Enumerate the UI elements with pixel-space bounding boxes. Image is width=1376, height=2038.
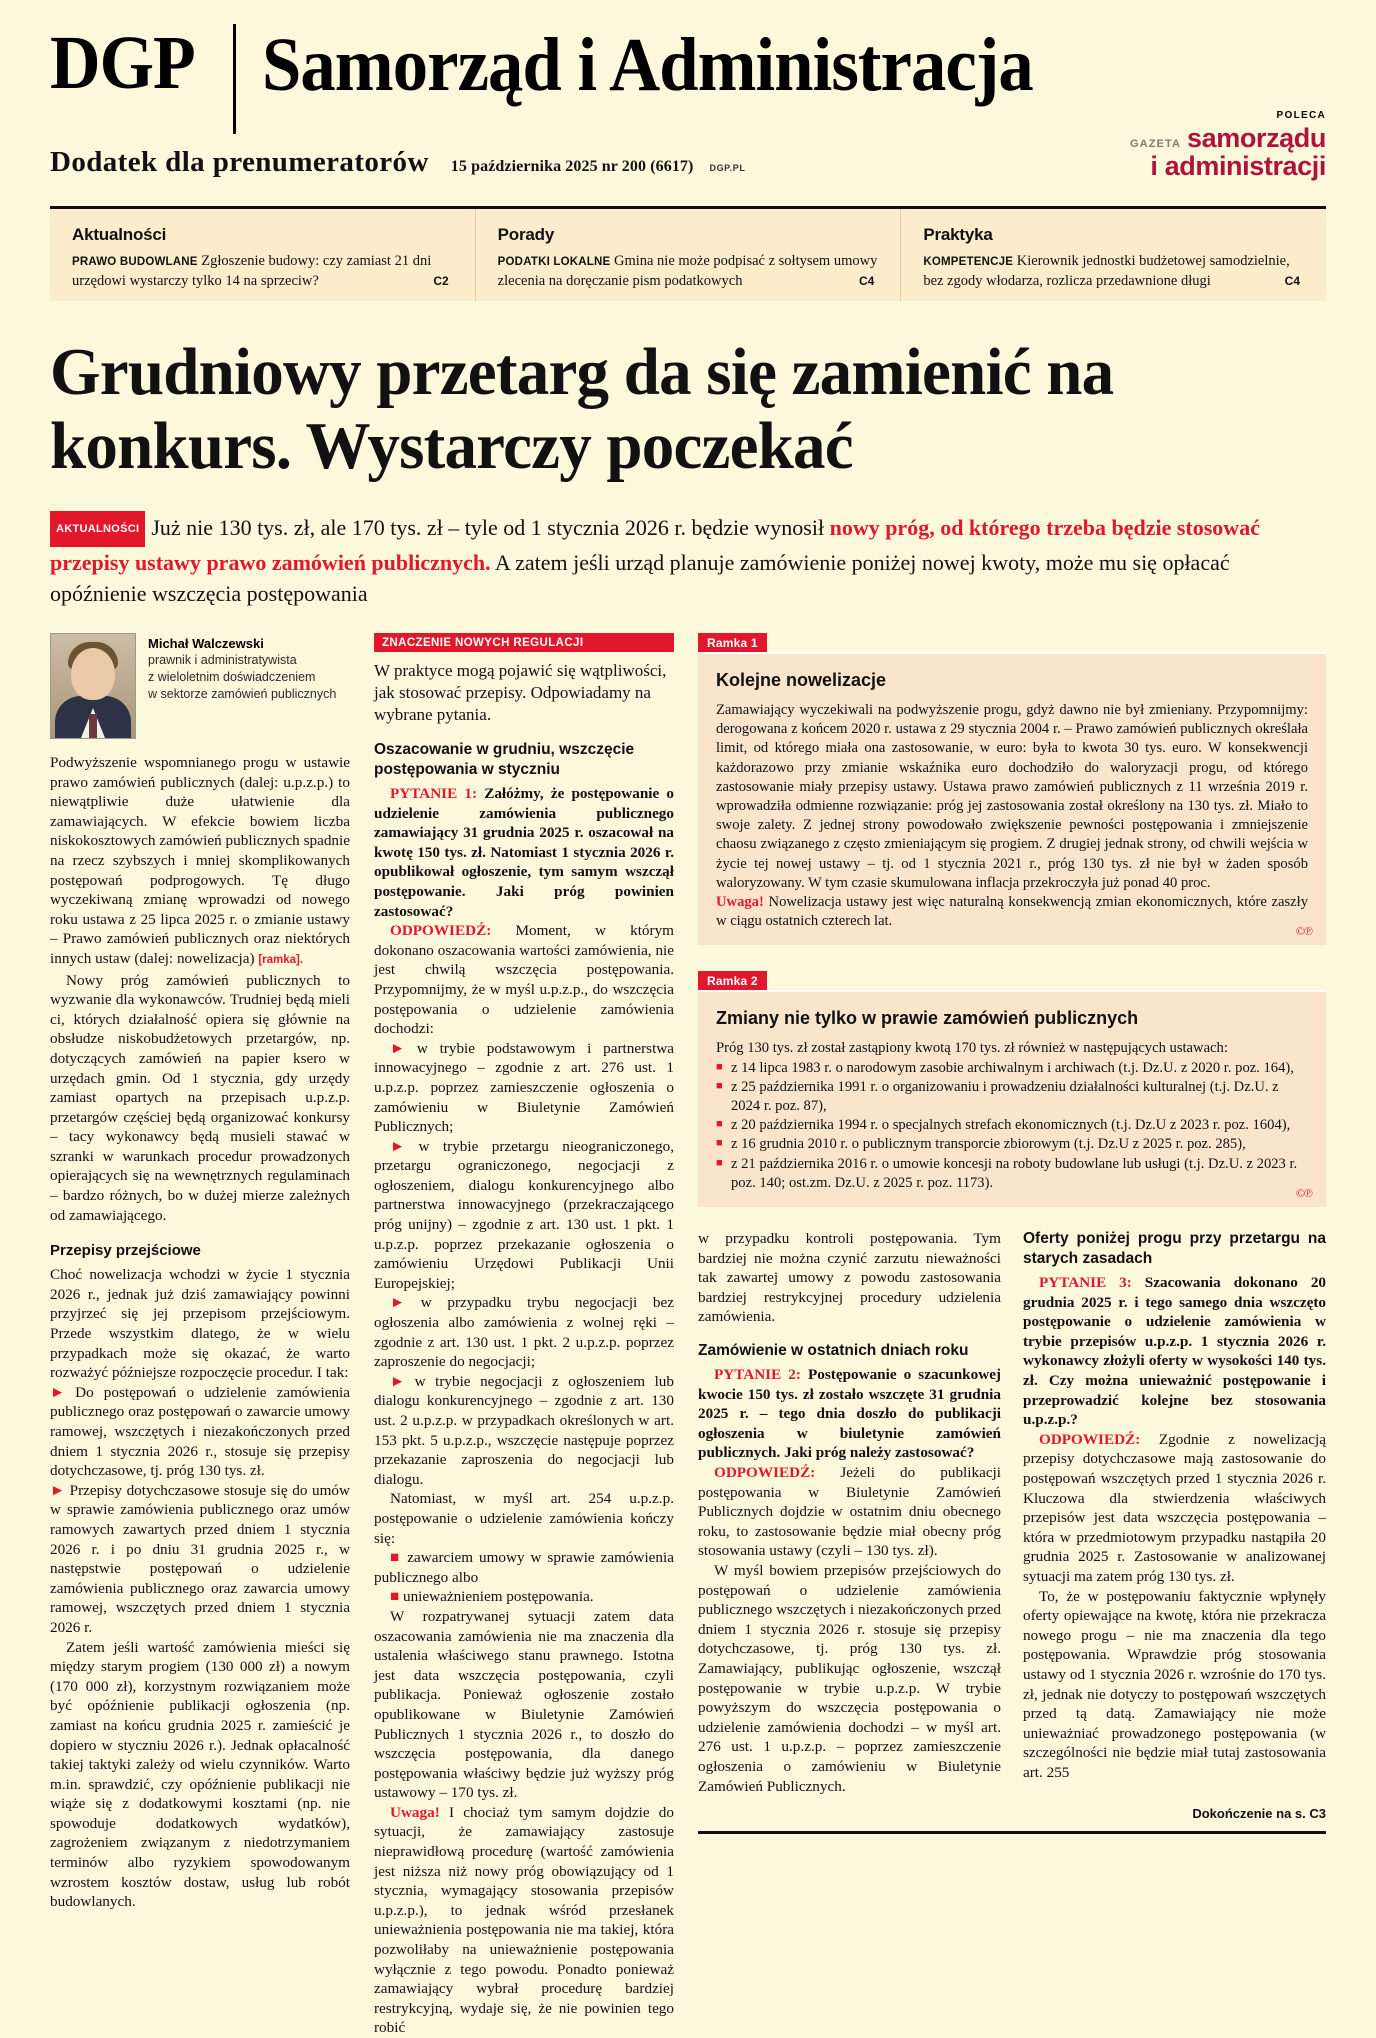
qa-block-1	[374, 784, 674, 2038]
column-two	[372, 633, 694, 2038]
article-body-grid	[50, 633, 1326, 2038]
answer-label: ODPOWIEDŹ:	[390, 922, 492, 940]
ramka-2-title: Zmiany nie tylko w prawie zamówień publicznych	[716, 1008, 1139, 1029]
subheading-przepisy: Przepisy przejściowe	[50, 1242, 201, 1260]
article-headline: Grudniowy przetarg da się zamienić na konkurs. Wystarczy poczekać	[50, 335, 1114, 483]
paragraph: w przypadku kontroli postępowania. Tym bardziej nie można czynić zarzutu nieważności tak zawartej umowy z powodu zastosowania bardziej restrykcyjnej procedury udzielenia zamówienia.	[698, 1230, 1001, 1326]
arrow-icon: ►	[390, 1039, 406, 1057]
paragraph: To, że w postępowaniu faktycznie wpłynęły oferty opiewające na kwotę, która nie przekracza nowego progu – nie ma znaczenia dla tego postępowania. Wprawdzie próg stosowania ustawy od 1 stycznia 2026 r. wzrośnie do 170 tys. zł, jednak nie dotyczy to postępowań wszczętych przed tą datą. Zamawiający nie może unieważniać prowadzonego postępowania (w szczególności nie będzie miał tutaj zastosowania art. 255	[1023, 1587, 1326, 1781]
lead-part-2: A zatem jeśli urząd planuje zamówienie poniżej nowej kwoty, może mu się opłacać opóźnienie wszczęcia postępowania	[50, 550, 1230, 606]
teaser-kicker: PODATKI LOKALNE	[497, 256, 611, 268]
promo-line-1: samorządu	[1187, 123, 1326, 153]
paragraph: Zatem jeśli wartość zamówienia mieści się między starym progiem (130 000 zł) a nowym (170 000 zł), korzystnym rozwiązaniem może być opóźnienie publikacji ogłoszenia (np. zamiast na końcu grudnia 2025 r. zamieścić je dopiero w styczniu 2026 r.). Jednak opłacalność takiej taktyki zależy od wielu czynników. Warto m.in. sprawdzić, czy opóźnienie publikacji nie wiąże się z dodatkowymi kosztami (np. nie spowoduje dodatkowych wydatków), zagrożeniem związanym z niedotrzymaniem terminów albo ryzykiem spowodowanym wzrostem kosztów dostaw, usług lub robót budowlanych.	[50, 1638, 350, 1911]
teaser-text: Zgłoszenie budowy: czy zamiast 21 dni urzędowi wystarczy tylko 14 na sprzeciw?	[72, 253, 432, 289]
answer-label: ODPOWIEDŹ:	[714, 1464, 816, 1481]
bullet-item	[50, 1481, 350, 1638]
teaser-page-ref: C2	[433, 274, 449, 288]
arrow-icon: ►	[390, 1294, 406, 1312]
author-role-line-2: z wieloletnim doświadczeniem	[148, 670, 316, 684]
list-item: ■ z 20 października 1994 r. o specjalnych strefach ekonomicznych (t.j. Dz.U z 2023 r. poz. 1604),	[716, 1116, 1308, 1135]
column-one-text	[50, 753, 350, 1912]
right-bottom-columns	[698, 1229, 1326, 1796]
bullet-item	[374, 1548, 674, 1587]
dateline	[50, 110, 1326, 202]
subheading-oszacowanie: Oszacowanie w grudniu, wszczęcie postępowania w styczniu	[374, 741, 635, 778]
ramka-2-list	[716, 1059, 1308, 1193]
bottom-rule	[698, 1831, 1326, 1834]
teaser-text: Gmina nie może podpisać z sołtysem umowy zlecenia na doręczanie pism podatkowych	[497, 253, 878, 289]
teaser-kicker: KOMPETENCJE	[923, 256, 1014, 268]
subheading-oferty: Oferty poniżej progu przy przetargu na starych zasadach	[1023, 1230, 1326, 1268]
ramka-2-tag: Ramka 2	[698, 971, 767, 990]
column-three	[698, 1229, 1001, 1796]
question-label: PYTANIE 1:	[390, 785, 478, 802]
c1-b2: Przepisy dotychczasowe stosuje się do umów w sprawie zamówienia publicznego oraz umów ramowych zawartych przed dniem 1 stycznia 2026 r. i po dniu 31 grudnia 2025 r., w następstwie postępowań o udzielenie zamówienia publicznego oraz zawarcia umowy ramowej, wszczętych przed dniem 1 stycznia 2026 r.	[50, 1481, 350, 1636]
lead-badge: AKTUALNOŚCI	[50, 511, 145, 547]
author-role-line-1: prawnik i administratywista	[148, 653, 297, 667]
issue-date: 15 października 2025 nr 200 (6617)	[450, 158, 694, 175]
c2-b4: w trybie negocjacji z ogłoszeniem lub dialogu konkurencyjnego – zgodnie z art. 130 ust. 2 u.p.z.p. w przypadkach określonych w art. 153 pkt. 5 u.p.z.p., wszczęcie następuje poprzez przekazanie zaproszenia do negocjacji lub dialogu.	[374, 1372, 674, 1488]
column-one	[50, 633, 372, 2038]
arrow-icon: ■	[390, 1588, 400, 1606]
answer-text: Zgodnie z nowelizacją przepisy dotychczasowe mają zastosowanie do postępowań wszczętych przed 1 stycznia 2026 r. Kluczowa dla stwierdzenia właściwych przepisów jest data wszczęcia postępowania – która w przedmiotowym przypadku nastąpiła 20 grudnia 2025 r. Zastosowanie w analizowanej sytuacji ma zatem próg 130 tys. zł.	[1023, 1430, 1326, 1585]
dgp-logo: DGP	[50, 21, 195, 105]
answer-3	[1023, 1430, 1326, 1587]
teaser-aktualnosci[interactable]	[50, 209, 475, 301]
c2-b2: w trybie przetargu nieograniczonego, przetargu ograniczonego, negocjacji z ogłoszeniem, dialogu konkurencyjnego albo partnerstwa innowacyjnego (przekraczającego próg unijny) – zgodnie z art. 130 ust. 1 pkt. 1 u.p.z.p. poprzez przekazanie ogłoszenia o zamówieniu Urzędowi Publikacji Unii Europejskiej;	[374, 1137, 674, 1292]
paragraph: W rozpatrywanej sytuacji zatem data oszacowania zamówienia nie ma znaczenia dla ustalenia właściwego stanu prawnego. Istotna jest data wszczęcia postępowania, czyli publikacja. Ponieważ ogłoszenie zostało opublikowane w Biuletynie Zamówień Publicznych 1 stycznia 2026 r., to doszło do wszczęcia postępowania, dla danego postępowania właściwy będzie już wyższy próg ustawowy – 170 tys. zł.	[374, 1607, 674, 1802]
lead-highlight: nowy próg, od którego trzeba będzie stosować przepisy ustawy prawo zamówień publicznych.	[50, 515, 1260, 575]
c2-b5: zawarciem umowy w sprawie zamówienia publicznego albo	[374, 1549, 674, 1586]
uwaga-label: Uwaga!	[716, 894, 764, 911]
masthead-divider	[233, 24, 236, 134]
ramka-2-box	[698, 990, 1326, 1207]
paragraph: W myśl bowiem przepisów przejściowych do postępowań o udzielenie zamówienia publicznego wszczętych i niezakończonych przed dniem 1 stycznia 2026 r. stosuje się przepisy dotychczasowe, tj. próg 130 tys. zł. Zamawiający, publikując ogłoszenie, wszczął postępowanie w trybie u.p.z.p. W trybie powyższym do wszczęcia postępowania o udzielenie zamówienia dochodzi – w myśl art. 276 ust. 1 u.p.z.p. – poprzez zamieszczenie ogłoszenia o zamówieniu w Biuletynie Zamówień Publicznych.	[698, 1561, 1001, 1795]
ramka-1-tag: Ramka 1	[698, 633, 767, 652]
teaser-section-title: Praktyka	[923, 225, 993, 244]
bullet-item	[374, 1137, 674, 1294]
copyright-mark: ©℗	[1295, 924, 1312, 939]
uwaga-text: Nowelizacja ustawy jest więc naturalną konsekwencją zmian ekonomicznych, które zaszły w ciągu ostatnich czterech lat.	[716, 894, 1308, 930]
teaser-praktyka[interactable]	[900, 209, 1326, 301]
article-lead	[50, 511, 1326, 609]
lead-part-1: Już nie 130 tys. zł, ale 170 tys. zł – tyle od 1 stycznia 2026 r. będzie wynosił	[151, 515, 830, 540]
ramka-1	[698, 633, 1326, 945]
teaser-page-ref: C4	[1284, 274, 1301, 288]
c1-b1: Do postępowań o udzielenie zamówienia publicznego oraz postępowań o zawarcie umowy ramowej, wszczętych i niezakończonych przed dniem 1 stycznia 2026 r., stosuje się przepisy dotychczasowe, tj. próg 130 tys. zł.	[50, 1383, 350, 1480]
column-two-intro: W praktyce mogą pojawić się wątpliwości, jak stosować przepisy. Odpowiadamy na wybrane pytania.	[374, 661, 667, 724]
teaser-porady[interactable]	[475, 209, 901, 301]
teaser-kicker: PRAWO BUDOWLANE	[72, 256, 198, 268]
author-name: Michał Walczewski	[148, 636, 264, 651]
teaser-bar	[50, 209, 1326, 301]
c2-b1: w trybie podstawowym i partnerstwa innowacyjnego – zgodnie z art. 276 ust. 1 u.p.z.p. poprzez zamieszczenie ogłoszenia o zamówieniu w Biuletynie Zamówień Publicznych;	[374, 1039, 674, 1136]
arrow-icon: ►	[390, 1137, 406, 1155]
copyright-mark: ©℗	[1295, 1186, 1312, 1201]
teaser-page-ref: C4	[859, 274, 875, 288]
answer-label: ODPOWIEDŹ:	[1039, 1430, 1141, 1448]
ramka-1-title: Kolejne nowelizacje	[716, 670, 887, 690]
question-3	[1023, 1273, 1326, 1430]
supplement-title: Samorząd i Administracja	[262, 23, 1034, 107]
bullet-item	[374, 1293, 674, 1371]
poleca-label: POLECA	[1276, 110, 1326, 121]
c1-p1: Podwyższenie wspomnianego progu w ustawie prawo zamówień publicznych (dalej: u.p.z.p.) to niewątpliwie duże ułatwienie dla zamawiających. W efekcie bowiem liczba niskokosztowych zamówień publicznych spadnie na rzecz szybszych i mniej skomplikowanych postępowań podprogowych. Tę długo wyczekiwaną zmianę wprowadzi od nowego roku ustawa z 25 lipca 2025 r. o zmianie ustawy – Prawo zamówień publicznych oraz niektórych innych ustaw (dalej: nowelizacja)	[50, 754, 350, 967]
bullet-item	[374, 1372, 674, 1490]
uwaga-label: Uwaga!	[390, 1803, 440, 1821]
list-item: ■ z 14 lipca 1983 r. o narodowym zasobie archiwalnym i archiwach (t.j. Dz.U. z 2020 r. poz. 164),	[716, 1059, 1308, 1078]
paragraph: Nowy próg zamówień publicznych to wyzwanie dla wykonawców. Trudniej będą mieli ci, których działalność opiera się głównie na obsłudze niskobudżetowych przetargów, np. dotyczących zamówień na papier ksero w urzędach gmin. Od 1 stycznia, gdy urzędy zamiast opartych na przepisach u.p.z.p. przetargów częściej będą organizować konkursy – tacy wykonawcy będą musieli stawać w szranki w warunkach procedur prowadzonych opierających się na wewnętrznych regulaminach – bardzo różnych, bo w dużej mierze zależnych od zamawiającego.	[50, 971, 350, 1224]
c2-b3: w przypadku trybu negocjacji bez ogłoszenia albo zamówienia z wolnej ręki – zgodnie z art. 130 ust. 1 pkt. 2 u.p.z.p. poprzez zaproszenie do negocjacji;	[374, 1294, 675, 1371]
subscriber-label: Dodatek dla prenumeratorów	[50, 146, 429, 178]
question-text: Załóżmy, że postępowanie o udzielenie zamówienia publicznego zamawiający 31 grudnia 2025 r. oszacował na kwotę 150 tys. zł. Natomiast 1 stycznia 2026 r. opublikował ogłoszenie, tym samym wszczął postępowanie. Jaki próg powinien zastosować?	[374, 785, 674, 920]
answer-text: Moment, w którym dokonano oszacowania wartości zamówienia, nie jest chwilą wszczęcia postępowania. Przypomnijmy, że w myśl u.p.z.p., do wszczęcia postępowania o udzielenie zamówienia dochodzi:	[374, 922, 674, 1038]
gazeta-label: GAZETA	[1130, 138, 1182, 150]
right-region	[694, 633, 1326, 2038]
website-label: DGP.PL	[709, 163, 746, 173]
uwaga-text: I chociaż tym samym dojdzie do sytuacji, że zamawiający zastosuje nieprawidłową procedurę (wartość zamówienia jest niższa niż nowy próg obowiązujący od 1 stycznia, wymagający stosowania przepisów u.p.z.p.), to jednak wśród przesłanek unieważnienia postępowania nie ma takiej, która pozwoliłaby na unieważnienie postępowania wyłącznie z tego powodu. Ponadto ponieważ zamawiający wybrał procedurę bardziej restrykcyjną, wydaje się, że nie powinien tego robić	[374, 1803, 674, 2037]
answer-2	[698, 1463, 1001, 1561]
arrow-icon: ►	[50, 1481, 66, 1499]
teaser-section-title: Aktualności	[72, 225, 167, 244]
arrow-icon: ►	[50, 1383, 66, 1401]
bullet-item	[374, 1587, 674, 1607]
ramka-2-intro: Próg 130 tys. zł został zastąpiony kwotą 170 tys. zł również w następujących ustawach:	[716, 1040, 1228, 1057]
paragraph: Choć nowelizacja wchodzi w życie 1 stycznia 2026 r., jednak już dziś zamawiający powinni przyjrzeć się jej przepisom przejściowym. Przede wszystkim dlatego, że w wielu przypadkach może się okazać, że warto rozważyć późniejsze rozpoczęcie procedur. I tak:	[50, 1266, 350, 1382]
question-2	[698, 1365, 1001, 1463]
list-item: ■ z 25 października 1991 r. o organizowaniu i prowadzeniu działalności kulturalnej (t.j. Dz.U. z 2024 r. poz. 87),	[716, 1078, 1308, 1116]
ramka-reference[interactable]: [ramka].	[258, 953, 304, 966]
list-item: ■ z 21 października 2016 r. o umowie koncesji na roboty budowlane lub usługi (t.j. Dz.U. z 2023 r. poz. 140; ost.zm. Dz.U. z 2025 r. poz. 1173).	[716, 1155, 1308, 1193]
question-label: PYTANIE 2:	[714, 1366, 801, 1384]
c2-b6: unieważnieniem postępowania.	[402, 1588, 594, 1606]
ramka-1-body: Zamawiający wyczekiwali na podwyższenie progu, gdyż dawno nie był zmieniany. Przypomnijmy: derogowana z końcem 2020 r. ustawa z 29 stycznia 2004 r. – Prawo zamówień publicznych określała limit, od którego miała ona zastosowanie, w euro: była to kwota 30 tys. euro. W konsekwencji każdorazowo przy zmianie wskaźnika euro dochodziło do waloryzacji progu, od którego zastosowanie miały przepisy ustawy. Ustawa prawo zamówień publicznych z 11 września 2019 r. wprowadziła odmienne rozwiązanie: próg jej zastosowania został określony na 130 tys. zł. Miało to swoje zalety. Z jednej strony powodowało zwiększenie pewności postępowania i zmniejszenie chaosu związanego z często zmieniającym się progiem. Z drugiej jednak strony, od chwili wejścia w życie tej nowej ustawy – tj. od 1 stycznia 2021 r., próg 130 tys. zł nie był w żaden sposób waloryzowany. W tym czasie skumulowana inflacja przekroczyła już ponad 40 proc.	[716, 702, 1308, 891]
answer-1	[374, 921, 674, 1039]
promo-line-2: i administracji	[1150, 151, 1326, 181]
question-1	[374, 784, 674, 921]
question-label: PYTANIE 3:	[1039, 1274, 1132, 1292]
author-photo	[50, 633, 136, 739]
bullet-item	[374, 1039, 674, 1137]
answer-text: Jeżeli do publikacji postępowania w Biuletynie Zamówień Publicznych dojdzie w ostatnim dniu obecnego roku, to zastosowanie będzie miał obecny próg stosowania ustawy (czyli – 130 tys. zł).	[698, 1464, 1001, 1560]
ramka-1-uwaga	[716, 893, 1308, 931]
subheading-zamowienie: Zamówienie w ostatnich dniach roku	[698, 1342, 969, 1360]
teaser-text: Kierownik jednostki budżetowej samodzielnie, bez zgody włodarza, rozlicza przedawnione długi	[923, 253, 1290, 289]
list-item: ■ z 16 grudnia 2010 r. o publicznym transporcie zbiorowym (t.j. Dz.U z 2025 r. poz. 285),	[716, 1135, 1308, 1154]
author-info	[148, 633, 336, 739]
section-strip-znaczenie: ZNACZENIE NOWYCH REGULACJI	[374, 633, 674, 652]
author-role-line-3: w sektorze zamówień publicznych	[148, 687, 337, 701]
bullet-item	[50, 1383, 350, 1481]
question-text: Szacowania dokonano 20 grudnia 2025 r. i tego samego dnia wszczęto postępowanie o udzielenie zamówienia w trybie przepisów u.p.z.p. 1 stycznia 2026 r. wykonawcy złożyli oferty w wysokości 140 tys. zł. Czy można unieważnić postępowanie i przeprowadzić kolejne bez stosowania u.p.z.p.?	[1023, 1274, 1327, 1429]
uwaga-note	[374, 1803, 674, 2038]
paragraph: Natomiast, w myśl art. 254 u.p.z.p. postępowanie o udzielenie zamówienia kończy się:	[374, 1490, 674, 1547]
arrow-icon: ■	[390, 1549, 402, 1567]
continued-note[interactable]: Dokończenie na s. C3	[1192, 1806, 1326, 1822]
teaser-section-title: Porady	[497, 225, 555, 244]
promo-logo	[1130, 110, 1326, 180]
column-four	[1023, 1229, 1326, 1796]
paragraph	[50, 753, 350, 971]
question-text: Postępowanie o szacunkowej kwocie 150 tys. zł zostało wszczęte 31 grudnia 2025 r. – tego dnia doszło do publikacji ogłoszenia w biuletynie zamówień publicznych. Jaki próg należy zastosować?	[698, 1366, 1001, 1462]
ramka-2	[698, 971, 1326, 1207]
author-byline	[50, 633, 350, 739]
ramka-1-box	[698, 652, 1326, 945]
arrow-icon: ►	[390, 1372, 406, 1390]
